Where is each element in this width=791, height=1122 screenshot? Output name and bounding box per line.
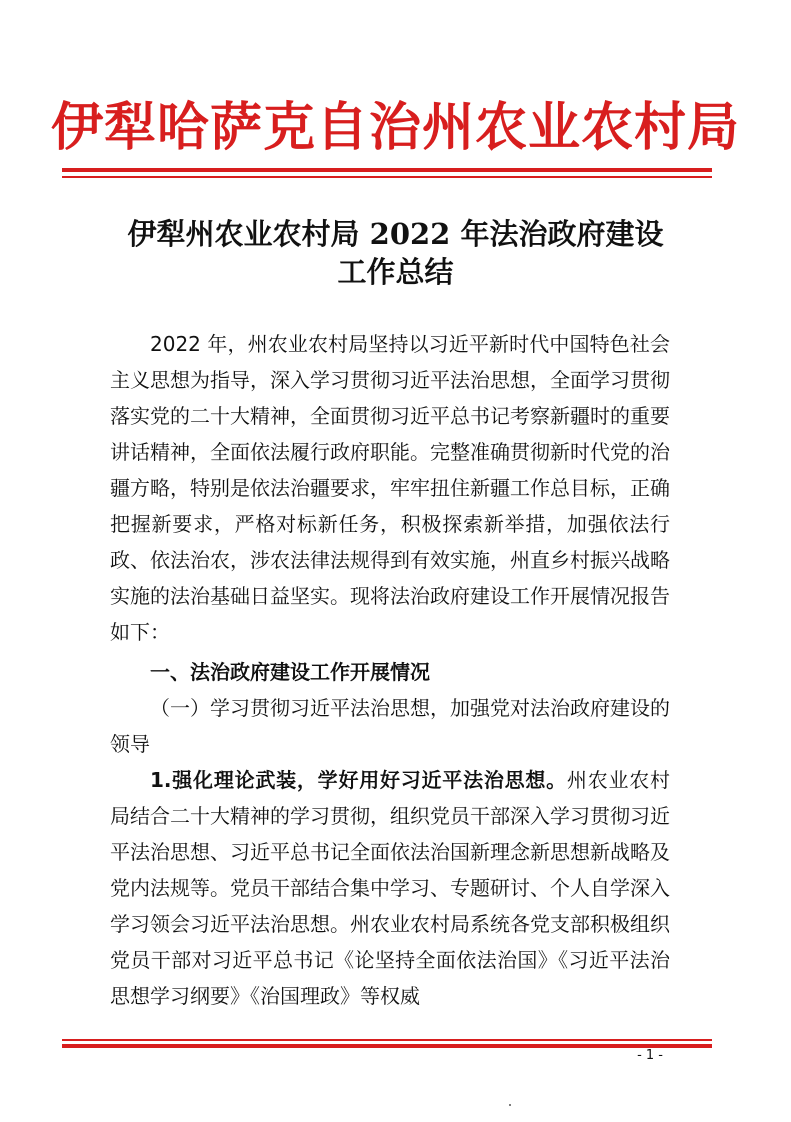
subsection-heading-1: （一）学习贯彻习近平法治思想，加强党对法治政府建设的领导	[110, 696, 670, 756]
footer-red-rule-thick	[62, 1044, 712, 1048]
item-1-paragraph	[110, 762, 670, 1014]
page-number: - 1 -	[637, 1048, 663, 1063]
item-1-lead: 1.强化理论武装，学好用好习近平法治思想。	[150, 768, 567, 792]
masthead-red-rule-thin	[62, 176, 712, 178]
section-heading-1: 一、法治政府建设工作开展情况	[150, 660, 430, 684]
footer-red-rule-thin	[62, 1039, 712, 1041]
scan-dot	[509, 1104, 511, 1106]
masthead-red-rule-thick	[62, 168, 712, 172]
document-body	[110, 326, 670, 1014]
document-title-line-1: 伊犁州农业农村局 2022 年法治政府建设	[127, 217, 664, 251]
intro-paragraph: 2022 年，州农业农村局坚持以习近平新时代中国特色社会主义思想为指导，深入学习贯彻习近平法治思想，全面学习贯彻落实党的二十大精神，全面贯彻习近平总书记考察新疆时的重要讲话精神，全面依法履行政府职能。完整准确贯彻新时代党的治疆方略，特别是依法治疆要求，牢牢扭住新疆工作总目标，正确把握新要求，严格对标新任务，积极探索新举措，加强依法行政、依法治农，涉农法律法规得到有效实施，州直乡村振兴战略实施的法治基础日益坚实。现将法治政府建设工作开展情况报告如下：	[110, 332, 670, 644]
item-1-body: 州农业农村局结合二十大精神的学习贯彻，组织党员干部深入学习贯彻习近平法治思想、习近平总书记全面依法治国新理念新思想新战略及党内法规等。党员干部结合集中学习、专题研讨、个人自学深入学习领会习近平法治思想。州农业农村局系统各党支部积极组织党员干部对习近平总书记《论坚持全面依法治国》《习近平法治思想学习纲要》《治国理政》等权威	[110, 768, 671, 1008]
masthead-title: 伊犁哈萨克自治州农业农村局	[50, 97, 740, 158]
document-title-line-2: 工作总结	[337, 255, 454, 289]
